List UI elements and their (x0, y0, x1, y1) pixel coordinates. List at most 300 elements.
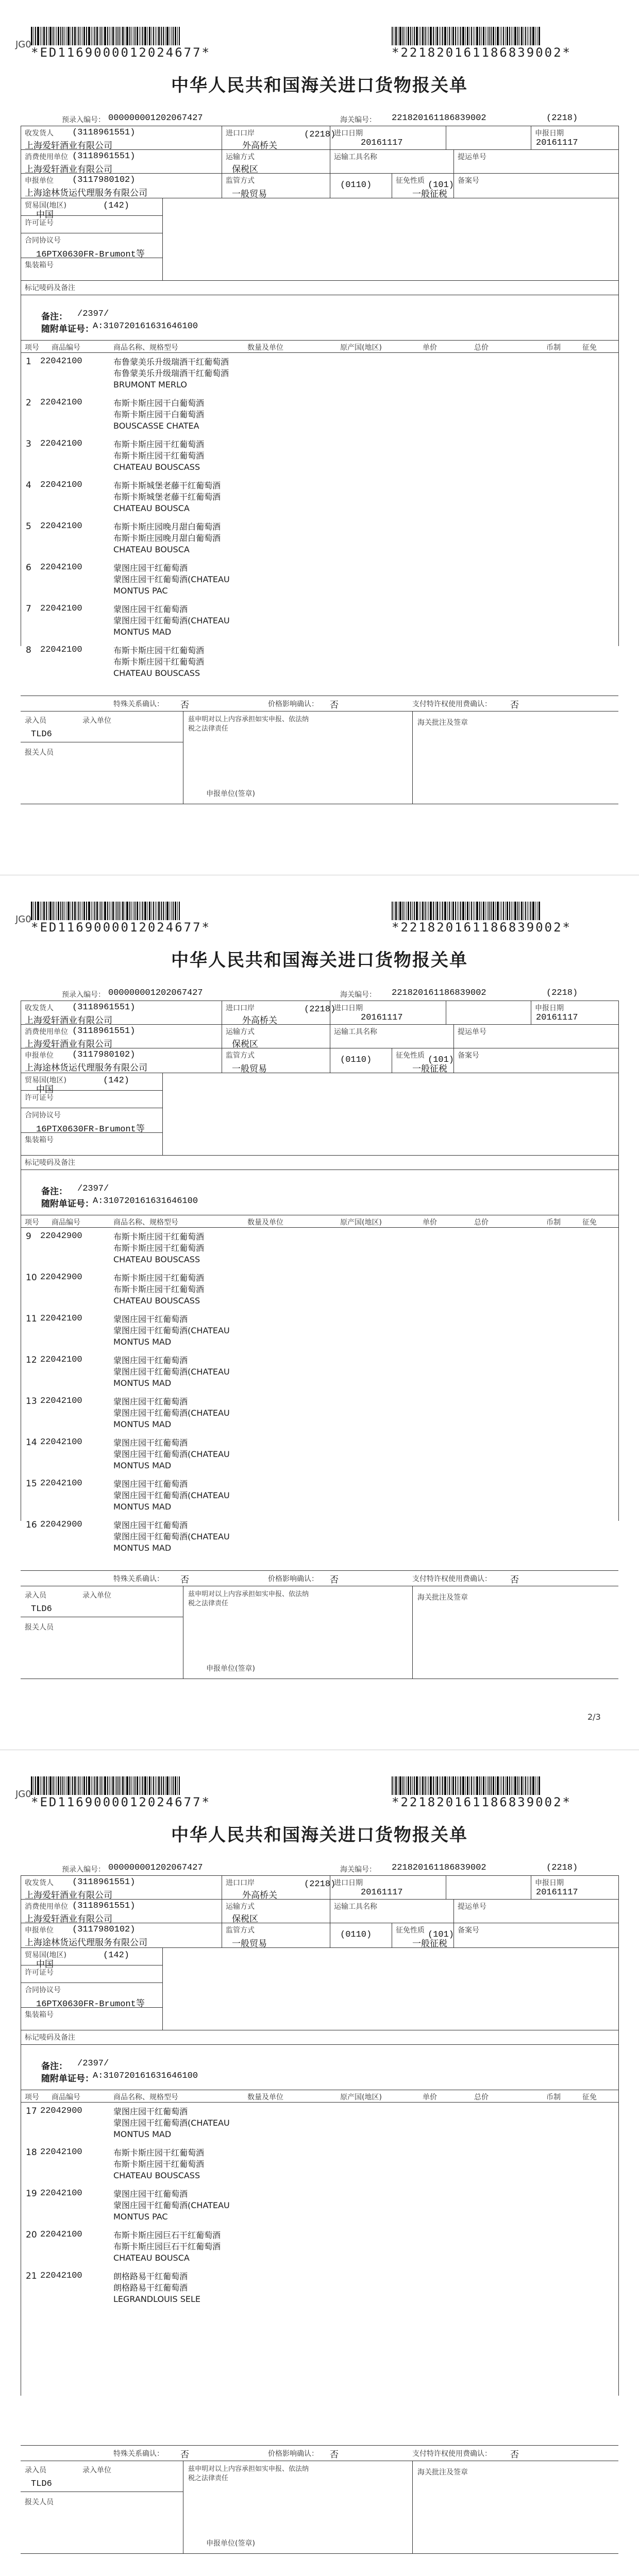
item-description (113, 357, 229, 391)
transport-mode-label: 运输方式 (226, 1028, 255, 1036)
supervision-label: 监管方式 (226, 1052, 255, 1060)
barcode (31, 1771, 181, 1795)
special-relation-label: 特殊关系确认： (113, 700, 164, 708)
declare-date-value: 20161117 (536, 1013, 578, 1023)
customs-approval-label: 海关批注及签章 (417, 719, 468, 727)
declarant-code: (3117980102) (72, 1050, 136, 1060)
item-number: 14 (26, 1437, 37, 1448)
import-date-value: 20161117 (361, 1888, 403, 1897)
item-code: 22042900 (40, 1273, 82, 1282)
item-description (113, 1314, 230, 1348)
item-description-line: 布斯卡斯庄园干白葡萄酒 (113, 410, 205, 419)
item-description-line: MONTUS PAC (113, 586, 168, 596)
port-code-value: (2218) (304, 1005, 336, 1014)
consumer-name: 上海爱轩酒业有限公司 (25, 164, 112, 175)
item-description (113, 645, 204, 679)
special-relation-label: 特殊关系确认： (113, 2450, 164, 2458)
declare-date-value: 20161117 (536, 1888, 578, 1897)
document-title: 中华人民共和国海关进口货物报关单 (171, 1825, 468, 1845)
rule-line (21, 2553, 618, 2554)
declarant-name: 上海途林货运代理服务有限公司 (25, 188, 147, 198)
customs-no-value: 221820161186839002 (392, 988, 486, 998)
item-description-line: 蒙图庄园干红葡萄酒(CHATEAU (113, 1408, 230, 1418)
item-description-line: 蒙图庄园干红葡萄酒(CHATEAU (113, 2118, 230, 2128)
col-code-header: 商品编号 (52, 1218, 80, 1227)
consignee-code: (3118961551) (72, 1003, 136, 1012)
rule-line (453, 149, 454, 198)
item-description-line: 布斯卡斯庄园干红葡萄酒 (113, 646, 205, 655)
item-number: 19 (26, 2189, 37, 2199)
import-port-value: 外高桥关 (242, 1015, 277, 1026)
rule-line (21, 1227, 618, 1228)
price-influence-value: 否 (330, 700, 339, 710)
import-date-label: 进口日期 (334, 129, 363, 138)
item-description-line: 蒙图庄园干红葡萄酒 (113, 563, 188, 573)
entry-person-value: TLD6 (31, 2479, 52, 2489)
consignee-label: 收发货人 (25, 129, 54, 138)
declare-unit-sign-label: 申报单位(签章) (206, 2539, 255, 2548)
col-total-header: 总价 (474, 344, 489, 352)
levy-nature-value: 一般征税 (412, 189, 447, 199)
declare-unit-sign-label: 申报单位(签章) (206, 1665, 255, 1673)
col-total-header: 总价 (474, 2093, 489, 2102)
special-relation-value: 否 (180, 700, 189, 710)
item-description-line: CHATEAU BOUSCASS (113, 1296, 200, 1306)
consignee-name: 上海爱轩酒业有限公司 (25, 1015, 112, 1026)
rule-line (618, 1001, 619, 1521)
item-number: 7 (26, 604, 31, 614)
customs-no-label: 海关编号： (340, 1866, 376, 1874)
supervision-code: (0110) (340, 1055, 372, 1065)
trade-country-value: 中国 (36, 1959, 54, 1970)
item-number: 5 (26, 521, 31, 532)
col-currency-header: 币制 (546, 1218, 561, 1227)
supervision-value: 一般贸易 (232, 189, 267, 199)
col-currency-header: 币制 (546, 344, 561, 352)
rule-line (21, 1155, 618, 1156)
item-description-line: 蒙图庄园干红葡萄酒 (113, 1355, 188, 1365)
customs-no-value: 221820161186839002 (392, 1863, 486, 1873)
consumer-name: 上海爱轩酒业有限公司 (25, 1039, 112, 1049)
customs-approval-label: 海关批注及签章 (417, 1594, 468, 1602)
rule-line (412, 1586, 413, 1679)
declare-date-label: 申报日期 (535, 1004, 564, 1012)
entry-person-value: TLD6 (31, 730, 52, 739)
item-number: 10 (26, 1273, 37, 1283)
rule-line (412, 2461, 413, 2553)
rule-line (618, 126, 619, 646)
rule-line (21, 1570, 618, 1571)
item-code: 22042100 (40, 1479, 82, 1488)
item-description-line: 蒙图庄园干红葡萄酒 (113, 604, 188, 614)
rule-line (21, 1875, 618, 1876)
item-description-line: MONTUS MAD (113, 1461, 172, 1470)
rule-line (21, 2445, 618, 2446)
rule-line (618, 1875, 619, 2396)
item-number: 20 (26, 2230, 37, 2240)
item-description-line: CHATEAU BOUSCASS (113, 668, 200, 678)
item-description-line: CHATEAU BOUSCA (113, 503, 190, 513)
royalty-value: 否 (510, 2450, 519, 2460)
transport-tool-label: 运输工具名称 (334, 1028, 377, 1036)
barcode (31, 896, 181, 920)
item-description (113, 1273, 204, 1307)
item-number: 15 (26, 1479, 37, 1489)
declare-unit-sign-label: 申报单位(签章) (206, 790, 255, 798)
item-description-line: MONTUS MAD (113, 627, 172, 637)
item-number: 6 (26, 563, 31, 573)
customs-approval-label: 海关批注及签章 (417, 2468, 468, 2477)
item-number: 16 (26, 1520, 37, 1530)
rule-line (21, 280, 618, 281)
item-number: 9 (26, 1231, 31, 1242)
item-description-line: MONTUS MAD (113, 1502, 172, 1512)
item-description-line: MONTUS MAD (113, 1419, 172, 1429)
item-description-line: 蒙图庄园干红葡萄酒 (113, 1520, 188, 1530)
col-name-header: 商品名称、规格型号 (113, 2093, 178, 2102)
rule-line (453, 1899, 454, 1947)
col-origin-header: 原产国(地区) (340, 1218, 382, 1227)
contract-no-label: 合同协议号 (25, 236, 61, 245)
rule-line (162, 198, 163, 280)
col-qty-header: 数量及单位 (247, 1218, 283, 1227)
record-no-label: 备案号 (458, 1926, 479, 1935)
customs-code-value: (2218) (546, 1863, 578, 1873)
form-tag: JG0 (15, 39, 31, 50)
consignee-code: (3118961551) (72, 128, 136, 138)
item-code: 22042100 (40, 521, 82, 531)
pre-entry-label: 预录入编号： (62, 116, 105, 124)
import-date-label: 进口日期 (334, 1879, 363, 1887)
declaration-statement: 兹申明对以上内容承担如实申报、依法纳税之法律责任 (188, 1590, 309, 1607)
container-no-label: 集装箱号 (25, 1136, 54, 1144)
item-description-line: CHATEAU BOUSCASS (113, 2171, 200, 2180)
col-levy-header: 征免 (582, 2093, 597, 2102)
trade-code: (142) (103, 1951, 130, 1960)
supervision-value: 一般贸易 (232, 1939, 267, 1949)
rule-line (21, 2044, 618, 2045)
remark-label: 备注： (41, 2061, 68, 2072)
item-description-line: 布斯卡斯庄园干红葡萄酒 (113, 1243, 205, 1253)
item-description (113, 2189, 230, 2223)
item-code: 22042100 (40, 563, 82, 572)
item-number: 18 (26, 2147, 37, 2158)
form-tag: JG0 (15, 914, 31, 925)
item-description-line: 布斯卡斯庄园干红葡萄酒 (113, 451, 205, 461)
item-code: 22042100 (40, 398, 82, 408)
col-currency-header: 币制 (546, 2093, 561, 2102)
attached-doc-value: A:310720161631646100 (93, 2071, 198, 2081)
item-description-line: 布斯卡斯庄园干白葡萄酒 (113, 398, 205, 408)
license-no-label: 许可证号 (25, 1094, 54, 1102)
item-description (113, 1396, 230, 1430)
col-no-header: 项号 (25, 2093, 39, 2102)
supervision-code: (0110) (340, 1930, 372, 1940)
pre-entry-label: 预录入编号： (62, 991, 105, 999)
entry-unit-label: 录入单位 (82, 2466, 111, 2475)
item-code: 22042900 (40, 1231, 82, 1241)
item-description (113, 1437, 230, 1471)
item-description-line: 布斯卡斯庄园干红葡萄酒 (113, 1284, 205, 1294)
customs-no-label: 海关编号： (340, 991, 376, 999)
attached-doc-value: A:310720161631646100 (93, 321, 198, 331)
import-port-value: 外高桥关 (242, 141, 277, 151)
item-description-line: CHATEAU BOUSCA (113, 2253, 190, 2263)
item-description (113, 521, 221, 555)
declarant-label: 申报单位 (25, 1052, 54, 1060)
item-description (113, 398, 204, 432)
item-number: 12 (26, 1355, 37, 1365)
royalty-value: 否 (510, 1575, 519, 1585)
item-description-line: 布斯卡斯庄园巨石干红葡萄酒 (113, 2242, 221, 2251)
record-no-label: 备案号 (458, 1052, 479, 1060)
import-port-label: 进口口岸 (226, 1004, 255, 1012)
entry-person-label: 录入员 (25, 2466, 46, 2475)
item-description-line: 布斯卡斯庄园晚月甜白葡萄酒 (113, 533, 221, 543)
barcode (392, 22, 541, 45)
declare-date-label: 申报日期 (535, 129, 564, 138)
supervision-label: 监管方式 (226, 1926, 255, 1935)
col-origin-header: 原产国(地区) (340, 2093, 382, 2102)
item-description (113, 2271, 200, 2305)
document-title: 中华人民共和国海关进口货物报关单 (171, 75, 468, 96)
remark-label: 备注： (41, 312, 68, 322)
declarant-label: 申报单位 (25, 1926, 54, 1935)
consumer-code: (3118961551) (72, 1901, 136, 1911)
levy-code: (101) (428, 180, 455, 190)
entry-unit-label: 录入单位 (82, 1591, 111, 1600)
price-influence-value: 否 (330, 1575, 339, 1585)
col-qty-header: 数量及单位 (247, 344, 283, 352)
entry-unit-label: 录入单位 (82, 717, 111, 725)
attached-doc-label: 随附单证号： (41, 2074, 94, 2084)
special-relation-value: 否 (180, 2450, 189, 2460)
record-no-label: 备案号 (458, 177, 479, 185)
attached-doc-label: 随附单证号： (41, 324, 94, 334)
remark-label: 备注： (41, 1187, 68, 1197)
import-date-value: 20161117 (361, 1013, 403, 1023)
supervision-value: 一般贸易 (232, 1064, 267, 1074)
customs-code-value: (2218) (546, 113, 578, 123)
item-code: 22042100 (40, 480, 82, 490)
item-description-line: CHATEAU BOUSCASS (113, 462, 200, 472)
consumer-code: (3118961551) (72, 1026, 136, 1036)
declarant-code: (3117980102) (72, 1925, 136, 1935)
rule-line (21, 352, 618, 353)
col-price-header: 单价 (423, 1218, 437, 1227)
item-code: 22042100 (40, 357, 82, 366)
import-port-label: 进口口岸 (226, 129, 255, 138)
contract-no-value: 16PTX0630FR-Brumont等 (36, 250, 145, 260)
item-description-line: 蒙图庄园干红葡萄酒 (113, 1314, 188, 1324)
consignee-name: 上海爱轩酒业有限公司 (25, 1890, 112, 1901)
contract-no-label: 合同协议号 (25, 1986, 61, 1994)
license-no-label: 许可证号 (25, 219, 54, 227)
item-description (113, 1520, 230, 1554)
entry-person-label: 录入员 (25, 717, 46, 725)
item-description (113, 563, 230, 597)
transport-tool-label: 运输工具名称 (334, 1903, 377, 1911)
item-description (113, 604, 230, 638)
item-code: 22042100 (40, 1437, 82, 1447)
marks-label: 标记唛码及备注 (25, 284, 75, 292)
special-relation-value: 否 (180, 1575, 189, 1585)
item-code: 22042900 (40, 2106, 82, 2116)
port-code-value: (2218) (304, 1879, 336, 1889)
import-date-label: 进口日期 (334, 1004, 363, 1012)
item-description (113, 1355, 230, 1389)
barcode-right-text: *221820161186839002* (392, 1795, 571, 1809)
item-code: 22042100 (40, 1396, 82, 1406)
item-description (113, 1479, 230, 1513)
consumer-label: 消费使用单位 (25, 1028, 68, 1036)
transport-mode-value: 保税区 (232, 1039, 258, 1049)
col-qty-header: 数量及单位 (247, 2093, 283, 2102)
item-number: 13 (26, 1396, 37, 1406)
pre-entry-value: 000000001202067427 (108, 113, 203, 123)
item-description-line: 布斯卡斯庄园巨石干红葡萄酒 (113, 2230, 221, 2240)
rule-line (453, 1024, 454, 1073)
rule-line (162, 1073, 163, 1155)
item-description-line: BRUMONT MERLO (113, 380, 187, 389)
item-description-line: 蒙图庄园干红葡萄酒 (113, 2189, 188, 2199)
item-description-line: 蒙图庄园干红葡萄酒(CHATEAU (113, 1449, 230, 1459)
item-code: 22042100 (40, 439, 82, 449)
declarant-person-label: 报关人员 (25, 2498, 54, 2506)
attached-doc-value: A:310720161631646100 (93, 1196, 198, 1206)
item-description-line: 布斯卡斯庄园干红葡萄酒 (113, 1273, 205, 1283)
col-code-header: 商品编号 (52, 2093, 80, 2102)
item-description-line: MONTUS MAD (113, 1337, 172, 1347)
royalty-label: 支付特许权使用费确认： (412, 2450, 492, 2458)
license-no-label: 许可证号 (25, 1969, 54, 1977)
transport-mode-value: 保税区 (232, 1914, 258, 1924)
trade-country-value: 中国 (36, 1084, 54, 1095)
item-description-line: 布斯卡斯庄园干红葡萄酒 (113, 2159, 205, 2169)
rule-line (21, 340, 618, 341)
consignee-label: 收发货人 (25, 1004, 54, 1012)
item-description-line: CHATEAU BOUSCA (113, 545, 190, 554)
form-tag: JG0 (15, 1789, 31, 1800)
customs-code-value: (2218) (546, 988, 578, 998)
contract-no-value: 16PTX0630FR-Brumont等 (36, 1999, 145, 2009)
col-name-header: 商品名称、规格型号 (113, 344, 178, 352)
container-no-label: 集装箱号 (25, 2011, 54, 2019)
item-description (113, 480, 221, 514)
barcode (392, 1771, 541, 1795)
pre-entry-label: 预录入编号： (62, 1866, 105, 1874)
consumer-name: 上海爱轩酒业有限公司 (25, 1914, 112, 1924)
item-description-line: LEGRANDLOUIS SELE (113, 2294, 201, 2304)
consignee-code: (3118961551) (72, 1877, 136, 1887)
remark-value: /2397/ (77, 1184, 109, 1194)
declaration-page (0, 875, 639, 1750)
item-description-line: 蒙图庄园干红葡萄酒(CHATEAU (113, 616, 230, 625)
declare-date-label: 申报日期 (535, 1879, 564, 1887)
import-port-value: 外高桥关 (242, 1890, 277, 1901)
item-description-line: 布斯卡斯庄园干红葡萄酒 (113, 657, 205, 667)
barcode-left-text: *ED1169000012024677* (31, 920, 211, 935)
item-code: 22042100 (40, 2147, 82, 2157)
declaration-page (0, 1750, 639, 2576)
item-description-line: 布斯卡斯城堡老藤干红葡萄酒 (113, 492, 221, 502)
levy-nature-label: 征免性质 (396, 1052, 425, 1060)
royalty-value: 否 (510, 700, 519, 710)
item-description-line: MONTUS MAD (113, 2129, 172, 2139)
customs-no-label: 海关编号： (340, 116, 376, 124)
consignee-name: 上海爱轩酒业有限公司 (25, 141, 112, 151)
customs-no-value: 221820161186839002 (392, 113, 486, 123)
col-no-header: 项号 (25, 344, 39, 352)
declarant-name: 上海途林货运代理服务有限公司 (25, 1938, 147, 1948)
item-description (113, 1231, 204, 1265)
item-description (113, 2230, 221, 2264)
price-influence-label: 价格影响确认： (268, 2450, 318, 2458)
declarant-label: 申报单位 (25, 177, 54, 185)
item-description-line: 蒙图庄园干红葡萄酒(CHATEAU (113, 1326, 230, 1335)
declaration-page (0, 0, 639, 875)
item-description-line: 蒙图庄园干红葡萄酒 (113, 1438, 188, 1448)
declaration-statement: 兹申明对以上内容承担如实申报、依法纳税之法律责任 (188, 716, 309, 733)
consumer-label: 消费使用单位 (25, 1903, 68, 1911)
entry-person-label: 录入员 (25, 1591, 46, 1600)
attached-doc-label: 随附单证号： (41, 1199, 94, 1209)
rule-line (21, 1982, 162, 1983)
barcode-left-text: *ED1169000012024677* (31, 1795, 211, 1809)
col-price-header: 单价 (423, 2093, 437, 2102)
price-influence-label: 价格影响确认： (268, 1575, 318, 1583)
consumer-code: (3118961551) (72, 151, 136, 161)
remark-value: /2397/ (77, 309, 109, 319)
item-code: 22042900 (40, 1520, 82, 1530)
item-number: 4 (26, 480, 31, 490)
rule-line (412, 711, 413, 804)
col-levy-header: 征免 (582, 344, 597, 352)
item-description-line: 蒙图庄园干红葡萄酒(CHATEAU (113, 574, 230, 584)
item-description-line: 朗格路易干红葡萄酒 (113, 2272, 188, 2281)
col-no-header: 项号 (25, 1218, 39, 1227)
entry-person-value: TLD6 (31, 1604, 52, 1614)
item-number: 17 (26, 2106, 37, 2116)
col-levy-header: 征免 (582, 1218, 597, 1227)
item-description-line: 蒙图庄园干红葡萄酒(CHATEAU (113, 2200, 230, 2210)
trade-code: (142) (103, 1076, 130, 1086)
item-description (113, 439, 204, 473)
item-number: 8 (26, 645, 31, 655)
item-description-line: 朗格路易干红葡萄酒 (113, 2283, 188, 2293)
levy-nature-label: 征免性质 (396, 1926, 425, 1935)
declarant-person-label: 报关人员 (25, 749, 54, 757)
levy-code: (101) (428, 1055, 455, 1065)
item-description-line: MONTUS MAD (113, 1378, 172, 1388)
item-description-line: BOUSCASSE CHATEA (113, 421, 199, 431)
import-port-label: 进口口岸 (226, 1879, 255, 1887)
item-description-line: 蒙图庄园干红葡萄酒 (113, 2107, 188, 2116)
royalty-label: 支付特许权使用费确认： (412, 1575, 492, 1583)
barcode (31, 22, 181, 45)
levy-nature-value: 一般征税 (412, 1064, 447, 1074)
item-number: 3 (26, 439, 31, 449)
bill-no-label: 提运单号 (458, 153, 486, 161)
transport-mode-value: 保税区 (232, 164, 258, 175)
remark-value: /2397/ (77, 2059, 109, 2069)
item-code: 22042100 (40, 2271, 82, 2281)
royalty-label: 支付特许权使用费确认： (412, 700, 492, 708)
container-no-label: 集装箱号 (25, 261, 54, 269)
trade-country-label: 贸易国(地区) (25, 1951, 66, 1959)
col-code-header: 商品编号 (52, 344, 80, 352)
item-description-line: 蒙图庄园干红葡萄酒(CHATEAU (113, 1367, 230, 1377)
